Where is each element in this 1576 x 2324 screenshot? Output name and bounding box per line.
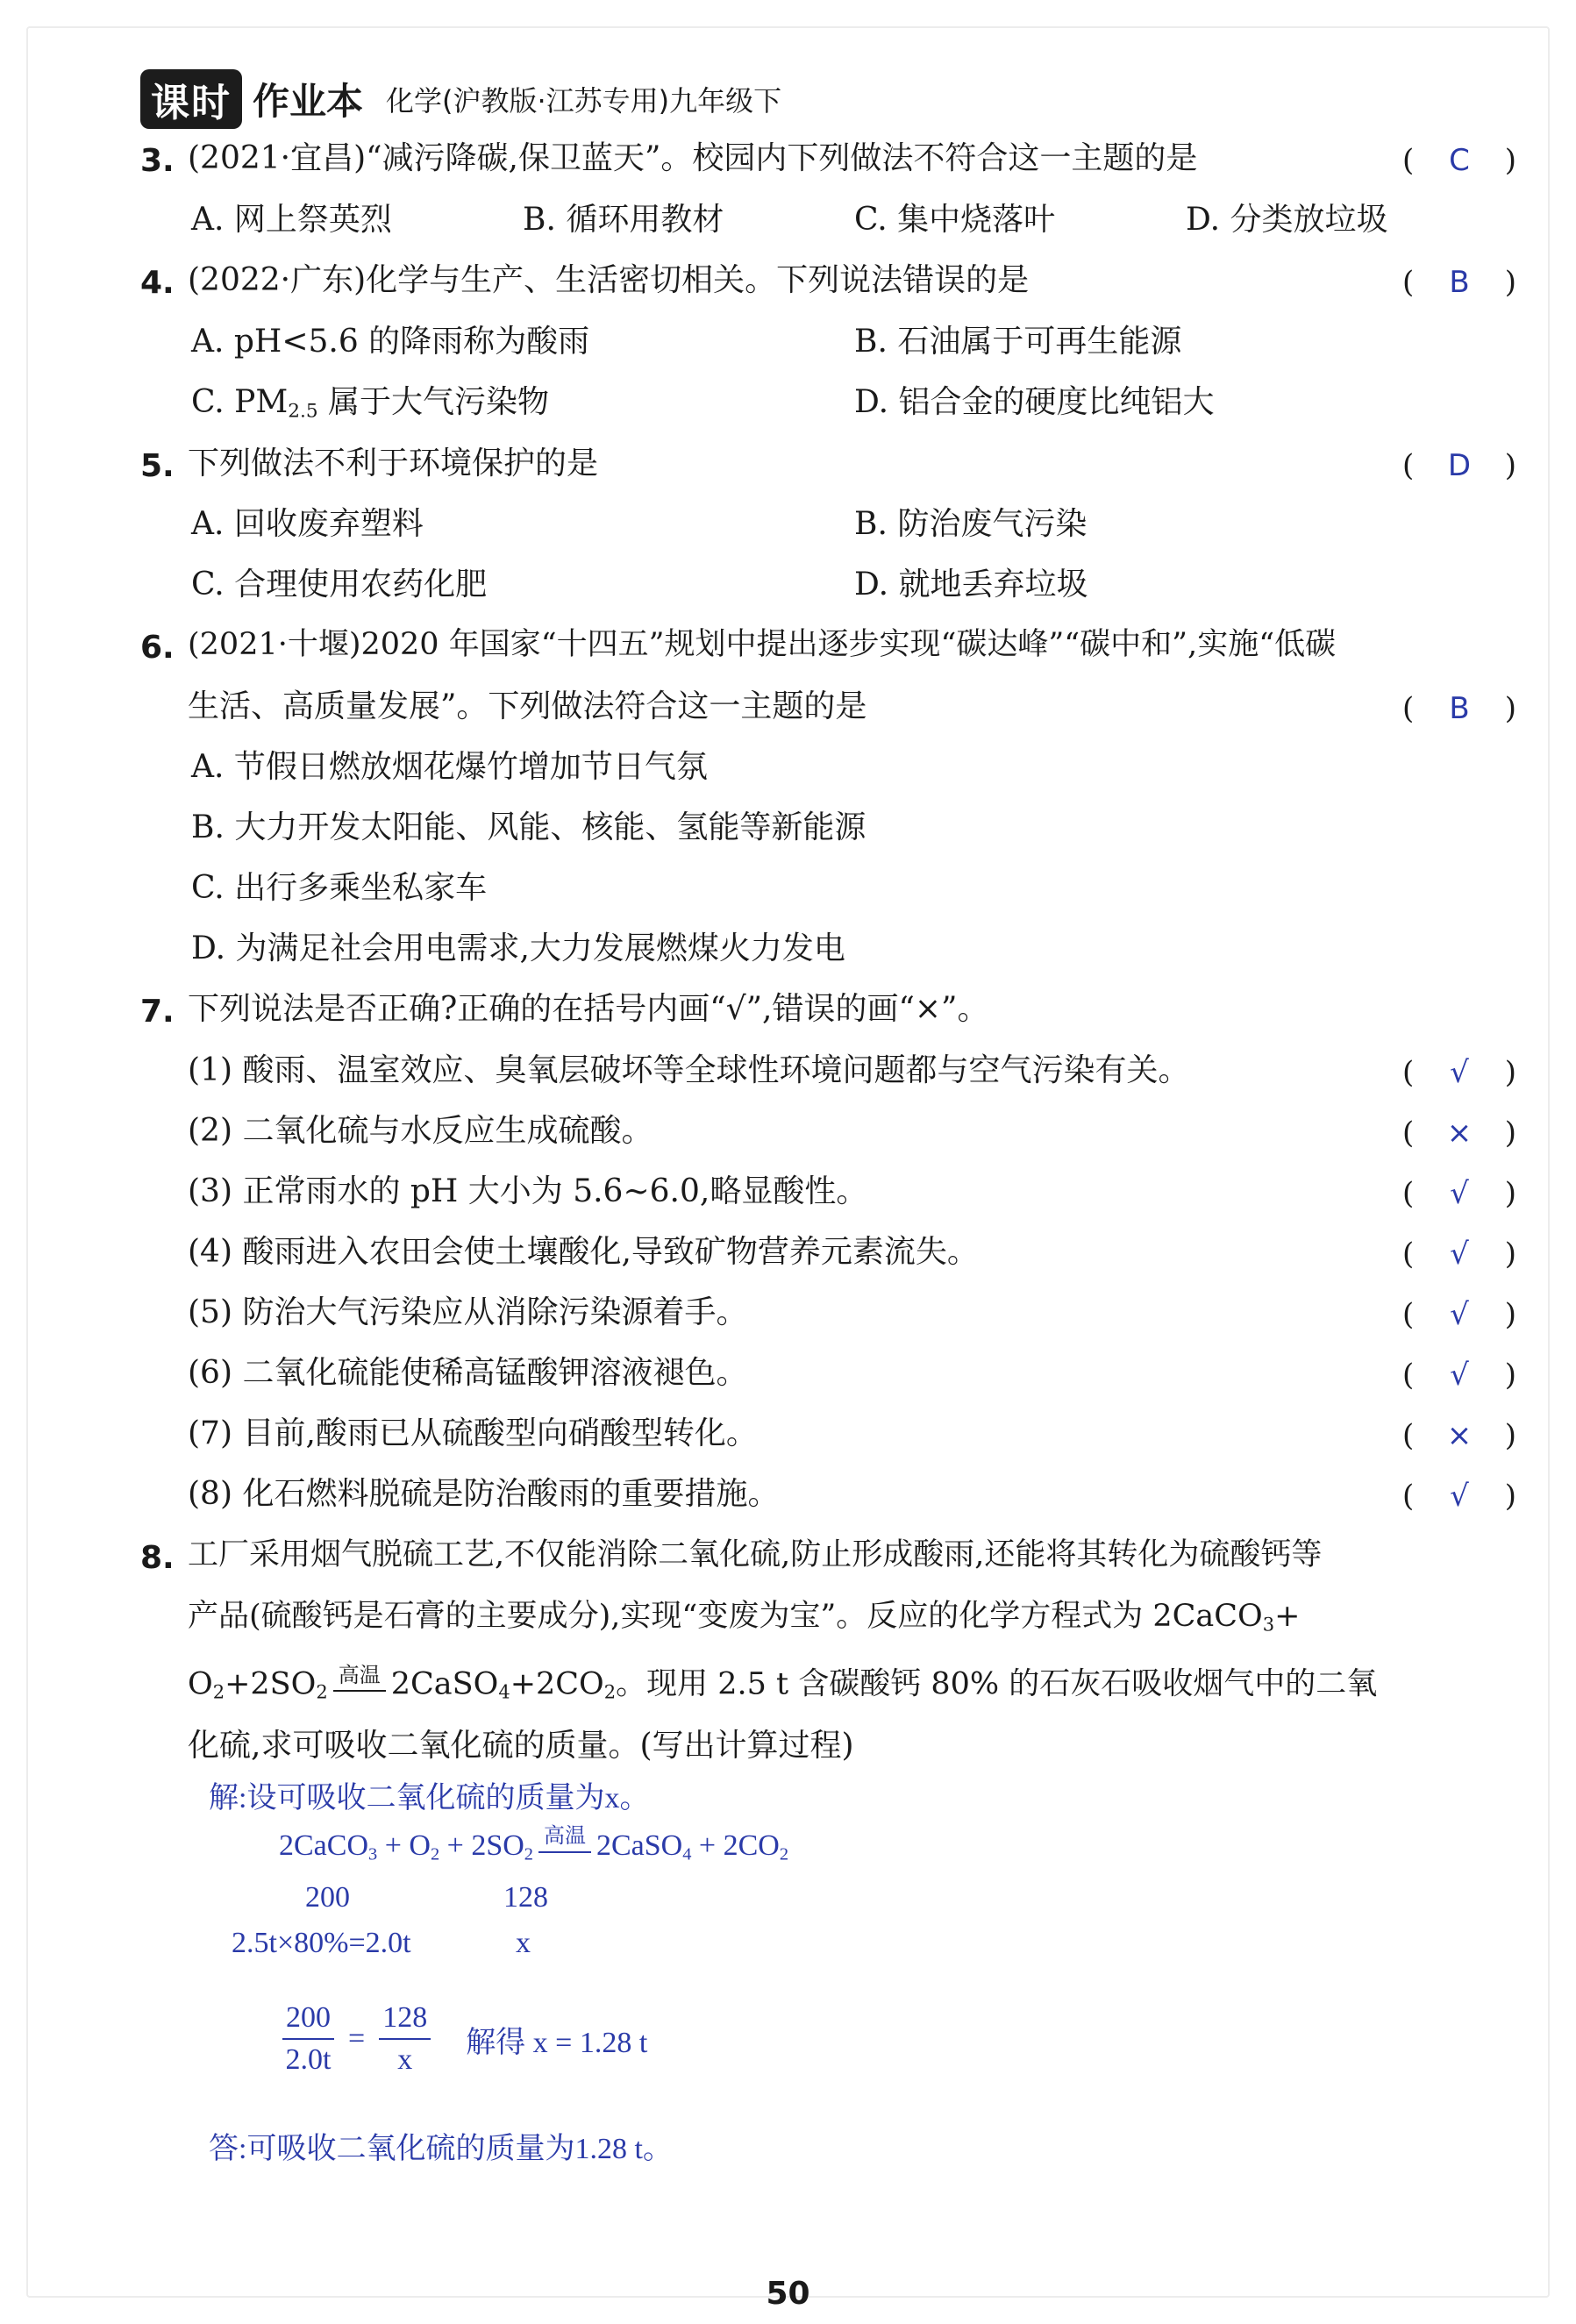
subject-text: 化学(沪教版·江苏专用)九年级下	[386, 84, 782, 118]
q7-item-2: (2) 二氧化硫与水反应生成硫酸。	[188, 1113, 653, 1149]
q4-stem: (2022·广东)化学与生产、生活密切相关。下列说法错误的是	[188, 262, 1030, 298]
q8-reaction-condition: 高温	[333, 1663, 386, 1704]
fraction-left: $\frac{200}{2.0t}$	[282, 2001, 334, 2077]
q7-item-2-answer: ( × )	[1402, 1116, 1516, 1151]
q7-item-4-answer: ( √ )	[1402, 1237, 1516, 1272]
q5-option-b: B. 防治废气污染	[854, 506, 1088, 542]
solution-given: 2.5t×80%=2.0t	[232, 1927, 411, 1959]
solution-mass-so2: 128	[503, 1881, 548, 1914]
q5-option-c: C. 合理使用农药化肥	[191, 567, 488, 602]
q6-option-a: A. 节假日燃放烟花爆竹增加节日气氛	[191, 749, 708, 785]
q7-item-6-answer: ( √ )	[1402, 1358, 1516, 1393]
q8-number: 8.	[140, 1540, 175, 1576]
header	[140, 68, 781, 130]
solution-proportion: $\frac{200}{2.0t}$ = $\frac{128}{x}$ 解得 x = 1.28 t	[282, 2001, 647, 2077]
q3-answer: ( C )	[1402, 143, 1516, 178]
q7-item-1: (1) 酸雨、温室效应、臭氧层破坏等全球性环境问题都与空气污染有关。	[188, 1052, 1190, 1088]
q7-item-5-answer: ( √ )	[1402, 1297, 1516, 1332]
q4-option-c: C. $PM_{2.5}$ 属于大气污染物	[191, 384, 550, 423]
q8-line1: 工厂采用烟气脱硫工艺,不仅能消除二氧化硫,防止形成酸雨,还能将其转化为硫酸钙等	[188, 1537, 1323, 1572]
solution-mass-caco3: 200	[305, 1881, 350, 1914]
q6-number: 6.	[140, 630, 175, 666]
q5-number: 5.	[140, 448, 175, 484]
q4-option-a: A. pH<5.6 的降雨称为酸雨	[191, 324, 590, 360]
q8-line3: $O_2+2SO_2$ 高温 $2CaSO_4+2CO_2$。现用 2.5 t 含碳酸钙 80% 的石灰石吸收烟气中的二氧	[188, 1663, 1378, 1703]
solution-unknown: x	[516, 1927, 531, 1959]
solution-equation: 2CaCO$_3$ + $O_2 + 2SO_2$ 高温 2CaSO$_4$ + $2CO_2$	[279, 1825, 789, 1864]
q6-stem-line2: 生活、高质量发展”。下列做法符合这一主题的是	[188, 688, 867, 724]
q5-option-a: A. 回收废弃塑料	[191, 506, 424, 542]
q7-item-7: (7) 目前,酸雨已从硫酸型向硝酸型转化。	[188, 1415, 758, 1451]
q4-option-b: B. 石油属于可再生能源	[854, 324, 1182, 360]
q4-answer-value: B	[1449, 265, 1470, 300]
q3-option-b: B. 循环用教材	[523, 202, 724, 238]
q7-stem: 下列说法是否正确?正确的在括号内画“√”,错误的画“×”。	[188, 991, 989, 1027]
q3-stem: (2021·宜昌)“减污降碳,保卫蓝天”。校园内下列做法不符合这一主题的是	[188, 140, 1198, 176]
page-number: 50	[766, 2276, 810, 2312]
q3-option-d: D. 分类放垃圾	[1186, 202, 1388, 238]
q7-item-3: (3) 正常雨水的 pH 大小为 5.6~6.0,略显酸性。	[188, 1173, 868, 1209]
brand-badge: 课时	[140, 69, 242, 129]
q5-answer: ( D )	[1402, 448, 1516, 483]
q6-option-d: D. 为满足社会用电需求,大力发展燃煤火力发电	[191, 930, 845, 966]
q7-item-8-answer: ( √ )	[1402, 1479, 1516, 1514]
q6-answer: ( B )	[1402, 691, 1516, 726]
q7-number: 7.	[140, 994, 175, 1030]
q7-item-6: (6) 二氧化硫能使稀高锰酸钾溶液褪色。	[188, 1355, 748, 1391]
solution-reaction-condition: 高温	[538, 1824, 591, 1865]
q6-option-c: C. 出行多乘坐私家车	[191, 870, 488, 906]
solution-result: 解得 x = 1.28 t	[466, 2026, 648, 2059]
brand-title: 作业本	[253, 80, 364, 123]
q3-option-c: C. 集中烧落叶	[854, 202, 1056, 238]
solution-answer: 答:可吸收二氧化硫的质量为1.28 t。	[209, 2133, 673, 2165]
q7-item-8: (8) 化石燃料脱硫是防治酸雨的重要措施。	[188, 1476, 780, 1512]
q7-item-1-answer: ( √ )	[1402, 1055, 1516, 1090]
q8-line2: 产品(硫酸钙是石膏的主要成分),实现“变废为宝”。反应的化学方程式为 2CaCO$_3$+	[188, 1599, 1301, 1636]
q6-option-b: B. 大力开发太阳能、风能、核能、氢能等新能源	[191, 809, 866, 845]
q6-stem-line1: (2021·十堰)2020 年国家“十四五”规划中提出逐步实现“碳达峰”“碳中和”,实施“低碳	[188, 627, 1337, 662]
q5-stem: 下列做法不利于环境保护的是	[188, 446, 599, 481]
q3-answer-value: C	[1449, 143, 1470, 178]
q3-option-a: A. 网上祭英烈	[191, 202, 392, 238]
q7-item-3-answer: ( √ )	[1402, 1176, 1516, 1211]
fraction-right: $\frac{128}{x}$	[379, 2001, 431, 2077]
solution-intro: 解:设可吸收二氧化硫的质量为x。	[209, 1782, 650, 1814]
q7-item-7-answer: ( × )	[1402, 1418, 1516, 1453]
q8-line4: 化硫,求可吸收二氧化硫的质量。(写出计算过程)	[188, 1728, 854, 1764]
q4-answer: ( B )	[1402, 265, 1516, 300]
q4-option-d: D. 铝合金的硬度比纯铝大	[854, 384, 1215, 420]
q7-item-4: (4) 酸雨进入农田会使土壤酸化,导致矿物营养元素流失。	[188, 1234, 979, 1270]
q6-answer-value: B	[1449, 691, 1470, 726]
q3-number: 3.	[140, 143, 175, 179]
q7-item-5: (5) 防治大气污染应从消除污染源着手。	[188, 1294, 748, 1330]
q5-option-d: D. 就地丢弃垃圾	[854, 567, 1088, 602]
q5-answer-value: D	[1447, 448, 1472, 483]
q4-number: 4.	[140, 265, 175, 301]
